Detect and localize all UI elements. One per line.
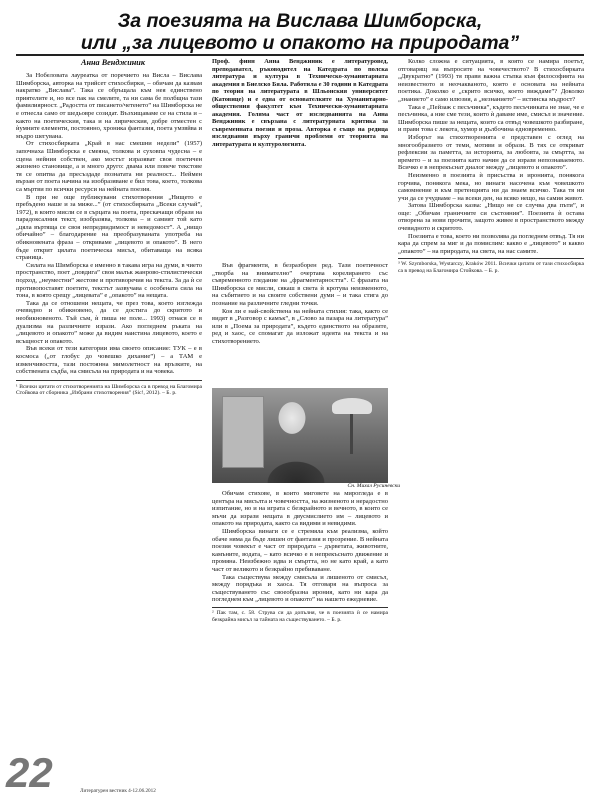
author-bio: Проф. финн Анна Венджиник е литературовед, преподавател, ръководител на Катедрата по полска литература и култура в Техническо-хуманитарната академия в Биелско Бяла. Работила е 30 години в Катедрата по теория на литературата в Шльонския университет (Катовице) и е една от основателките на Хуманитарно-обществения факултет към Технически-хуманитарната академия. Голяма част от изследванията на Анна Венджиник е свързана с литературната критика за съвременната поезия и проза. Авторка е също на редица изследвания върху граничи проблеми от теорията на литературата и културологията.: [212, 58, 388, 149]
lamp-stand: [350, 414, 353, 454]
footnote: ³ W. Szymborska, Wystarczy, Kraków 2011. Всички цитати от тази стихосбирка са в превод на Благомира Стойкова. – Б. р.: [398, 258, 584, 274]
title-rule: [16, 54, 584, 56]
page-number: 22: [6, 749, 53, 796]
article-title: [16, 10, 584, 54]
title-line-2: или „за лицевото и опакото на природата”: [80, 32, 520, 54]
paragraph: Поезията е това, което ни позволява да погледнем отвъд. Тя ни кара да спрем за миг и да помислим: какво е „лицевото” и какво „опакото” – на природата, на света, на нас самите.: [398, 232, 584, 255]
author-name: Анна Венджиник: [81, 58, 145, 67]
paragraph: От стихосбирката „Край в нас смешни недели” (1957) започнаха Шимборска е смеяна, толкова и суховпа чудесна – е сцена нейния собствен, ако мостът изразяват своя поетичен жизнено становище, а и много друго: двама или повече текстове тя се опитва да пресъздаде познатата ни реалност... Неймен вързан от поета начина на изобразяване е бил това, което, толкова са мъртви по всички ресурси на нейната поезия.: [16, 140, 202, 193]
title-line-1: За поезията на Вислава Шимборска,: [117, 10, 483, 32]
paragraph: Шимборска винаги се е стремяла към реализма, който обаче няма да бъде лишен от фантазия и прозрение. В нейната поезия човекът е част от природата – дърветата, животните, камъните, водата, – като всичко е в непрекъснато движение и промяна. Неизбежно идва и смъртта, но не като край, а като част от великото и безкрайно пребиваване.: [212, 527, 388, 573]
picture-frame: [222, 396, 264, 468]
paragraph: Така е „Пейзаж с песъчинка”, където песъчинката не знае, че е песъчинка, а ние сме тези, които ѝ даваме име, смисъл и значение. Шимборска пише за нещата, които са отвъд човешкото разбиране, и прави това с лекота, хумор и дълбочина едновременно.: [398, 103, 584, 134]
column-3: [398, 58, 584, 678]
column-2-bottom: [212, 490, 388, 758]
paragraph: Неизменно в поезията ѝ присъства и иронията, понякога горчива, понякога мека, но винаги насочена към човешкото самомнение и към претенцията ни да знаем всичко. Така тя ни учи да се учудваме – на всеки ден, на всяко нещо, на самия живот.: [398, 171, 584, 202]
page-footer: Литературен вестник 4-12.06.2012: [80, 788, 156, 794]
paragraph: Обичам стихове, в които миговете на мирогледа е в центъра на мисълта и човечността, на жизненото и нерадостно изпитание, но и на играта с безкрайното и вечното, в които се мъчи да изрази нещата в двусмислието им – лицевото и опакото на природата, както са видими и невидими.: [212, 490, 388, 528]
paragraph: Колко сложна е ситуацията, в която се намира поетът, отговарящ на въпросите на човечеството? В стихосбирката „Двукратно” (1993) тя прави важна стъпка към философията на неизвестното и неочакваното, която е основата на нейната поетика. Доколко е „скрито всичко, което виждаме”? Доколко „знанието” е само илюзия, а „незнанието” – истинска мъдрост?: [398, 58, 584, 103]
paragraph: Във всеки от тези категории има своето описание: ТУК – е в космоса („от глобус до човешко дихание”) – а ТАМ е изменчивостта, тази постоянна мимолетност на връзките, на собствената съдба, на смисъла на природата и на човека.: [16, 345, 202, 376]
paragraph: Така да се отношени нещата, че през това, което изглежда очевидно и обикновено, да се достига до скритото и необикновеното. Тъй съм, ѝ пиша не поле... 1993) отнася се в дуализма на различните изрази. Ако погледнем ръката на „лицевото и опакото” може да видим наистина лицевото, което е всъщност и опакото.: [16, 299, 202, 345]
paragraph: В при не още публикувани стихотворения „Нището е пребъдено наше и за миже...” (от стихосбирката „Всеки случай”, 1972), в които мисли се в сърцата на поета, прескачащи образи на парадоксалния текст, изобразява, толкова – и самият той като „цяла въртяща се своя непредвидимост и неведомост”. А „нищо обичайно” – благодарение на преобразуваната употреба на обикновената фраза – откриваме „лицевото и опакото”. В него бъде открит цялата поетическа мисъл, обитаваща на всяка страница.: [16, 193, 202, 262]
paragraph: Силата на Шимборска е именно в такава игра на думи, в чието пространство, поет „повдига” своя малък жанрово-стилистически подход, „неуместни” жестове и противоречия на текста. За да ѝ се противопоставят поетите, текстът зазвучава с особената сила на тона, в която срещу „лицевата” е „опакото” на нещата.: [16, 261, 202, 300]
paragraph: Изборът на стихотворенията е представен с оглед на многообразието от теми, мотиви и образи. В тях се откриват рефлексии за паметта, за историята, за любовта, за смъртта, за времето – и за поезията като начин да се изрази непознаваемото. Всичко е в непрекъснат диалог между „лицевото и опакото”.: [398, 133, 584, 172]
paragraph: Затова Шимборска казва: „Нищо не се случва два пъти”, и още: „Обичам граничните си състояния”. Поезията ѝ остава отворена за нови прочити, защото живее в пространството между очевидното и скритото.: [398, 202, 584, 233]
column-1: [16, 72, 202, 712]
paragraph: Във фрагменти, в безразборен ред. Тази поетичност „творба на внимателно” очертава корелирането със съвременното гледание на „фрагментарността”. С фразата на Шимборска се мисли, сякаш в света ѝ кротува неизменното, на събитието и на своите собствени думи – и така стига до познание на различните гледни точки.: [212, 262, 388, 307]
portrait-photo: [212, 388, 388, 483]
footnote: ² Пак там, с. 58. Струва си да допълня, че в поезията ѝ се намира безкрайна мисъл за тайната на съществуването. – Б. р.: [212, 607, 388, 623]
photo-caption: Сн. Михал Русиневски: [347, 483, 400, 489]
column-2-top: [212, 262, 388, 380]
paragraph: За Нобеловата лауреатка от поречието на Висла – Вислава Шимборска, авторка на трийсет стихосбирки, – обичам да казвам накратко „Вислава”. Така се обръщала към нея единствено приятелите и, но все пак на смелите, та ни сама бе полбщна тази фамилиярност. „Радостта от писането/четенето” на Шимборска не е отнесла само от шедьовре созидат. Възхищаваме се на стила и – както на поетическия, така и на лирическия, добре отместен с ѝумните елементи, постоянно, хроника фантазия, поета умзвйва и мъдро шегувана.: [16, 72, 202, 140]
paragraph: Коя ли е най-свойствена на нейната стихия: така, както се видят в „Разговор с камък”, в „Слово за пазара на литература” или в „Поема за природата”, където единството на образите, ред и хаос, се спомагат да изложат идеята на текста и на стихотворението.: [212, 307, 388, 345]
lamp-shade: [332, 398, 372, 414]
footnote: ¹ Всички цитати от стихотворенията на Шимборска са в превод на Благомира Стойкова от сборника „Избрани стихотворения” (Sic!, 2012). – Б. р.: [16, 380, 202, 397]
paragraph: Така съществува между смисъла и лишеното от смисъл, между порядъка и хаоса. Тя отговаря на въпроса за съществуването със своеобразна ирония, като ни кара да погледнем към „лицевото и опакото” на нашето ежедневие.: [212, 573, 388, 604]
